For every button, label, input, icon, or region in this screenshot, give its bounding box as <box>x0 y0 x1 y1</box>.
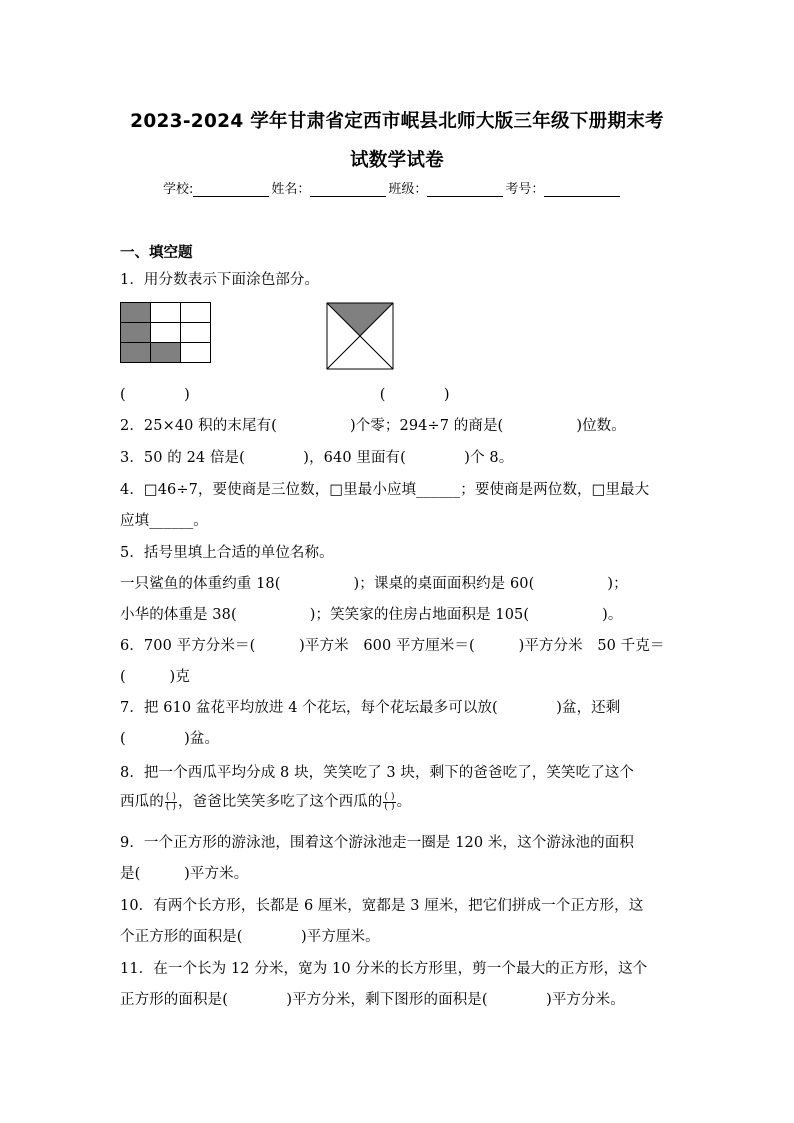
school-field[interactable] <box>193 182 269 197</box>
question-10-line2: 个正方形的面积是( )平方厘米。 <box>120 929 380 945</box>
q8-text-mid: ，爸爸比笑笑多吃了这个西瓜的 <box>178 794 383 810</box>
q8-text-end: 。 <box>396 794 412 810</box>
question-4-line2: 应填______。 <box>120 513 208 529</box>
fraction-blank-1 <box>165 793 177 812</box>
question-7-line1: 7．把 610 盆花平均放进 4 个花坛，每个花坛最多可以放( )盆，还剩 <box>120 700 621 716</box>
question-4-line1: 4．□46÷7，要使商是三位数，□里最小应填______；要使商是两位数，□里最大 <box>120 482 650 498</box>
frac-numerator: ( ) <box>165 791 176 802</box>
question-11-line2: 正方形的面积是( )平方分米，剩下图形的面积是( )平方分米。 <box>120 992 625 1008</box>
question-1: 1．用分数表示下面涂色部分。 <box>120 272 320 288</box>
question-8-line1: 8．把一个西瓜平均分成 8 块，笑笑吃了 3 块，剩下的爸爸吃了，笑笑吃了这个 <box>120 765 635 781</box>
class-field[interactable] <box>427 182 503 197</box>
question-10-line1: 10．有两个长方形，长都是 6 厘米，宽都是 3 厘米，把它们拼成一个正方形，这 <box>120 898 644 914</box>
student-info-row <box>163 178 622 197</box>
fraction-blank-2 <box>383 793 395 812</box>
question-11-line1: 11．在一个长为 12 分米，宽为 10 分米的长方形里，剪一个最大的正方形，这个 <box>120 961 648 977</box>
name-field[interactable] <box>310 182 386 197</box>
name-label: 姓名： <box>271 182 311 197</box>
section-title: 一、填空题 <box>120 245 193 261</box>
school-label: 学校: <box>163 182 194 197</box>
question-5-line2: 小华的体重是 38( )；笑笑家的住房占地面积是 105( )。 <box>120 607 623 623</box>
question-6-line2: ( )克 <box>120 669 190 685</box>
exam-no-field[interactable] <box>544 182 620 197</box>
exam-no-label: 考号： <box>505 182 545 197</box>
question-5: 5．括号里填上合适的单位名称。 <box>120 545 334 561</box>
frac-denominator: ( ) <box>165 801 176 812</box>
question-2: 2．25×40 积的末尾有( )个零；294÷7 的商是( )位数。 <box>120 418 626 434</box>
shaded-triangle <box>327 303 393 336</box>
exam-title-line1: 2023-2024 学年甘肃省定西市岷县北师大版三年级下册期末考 <box>130 111 664 132</box>
class-label: 班级： <box>388 182 428 197</box>
shaded-square-figure <box>326 302 394 370</box>
question-9-line2: 是( )平方米。 <box>120 866 249 882</box>
q8-text-pre: 西瓜的 <box>120 794 164 810</box>
frac-numerator: ( ) <box>384 791 395 802</box>
shaded-grid-figure <box>120 302 213 365</box>
question-5-line1: 一只鲨鱼的体重约重 18( )；课桌的桌面面积约是 60( )； <box>120 576 628 592</box>
question-6-line1: 6．700 平方分米＝( )平方米 600 平方厘米＝( )平方分米 50 千克＝ <box>120 638 665 654</box>
question-3: 3．50 的 24 倍是( )，640 里面有( )个 8。 <box>120 450 514 466</box>
frac-denominator: ( ) <box>384 801 395 812</box>
exam-title-line2: 试数学试卷 <box>349 150 444 171</box>
question-8-line2 <box>120 790 411 812</box>
question-9-line1: 9．一个正方形的游泳池，围着这个游泳池走一圈是 120 米，这个游泳池的面积 <box>120 835 634 851</box>
question-1-answers: ( ) ( ) <box>120 387 450 403</box>
question-7-line2: ( )盆。 <box>120 731 220 747</box>
